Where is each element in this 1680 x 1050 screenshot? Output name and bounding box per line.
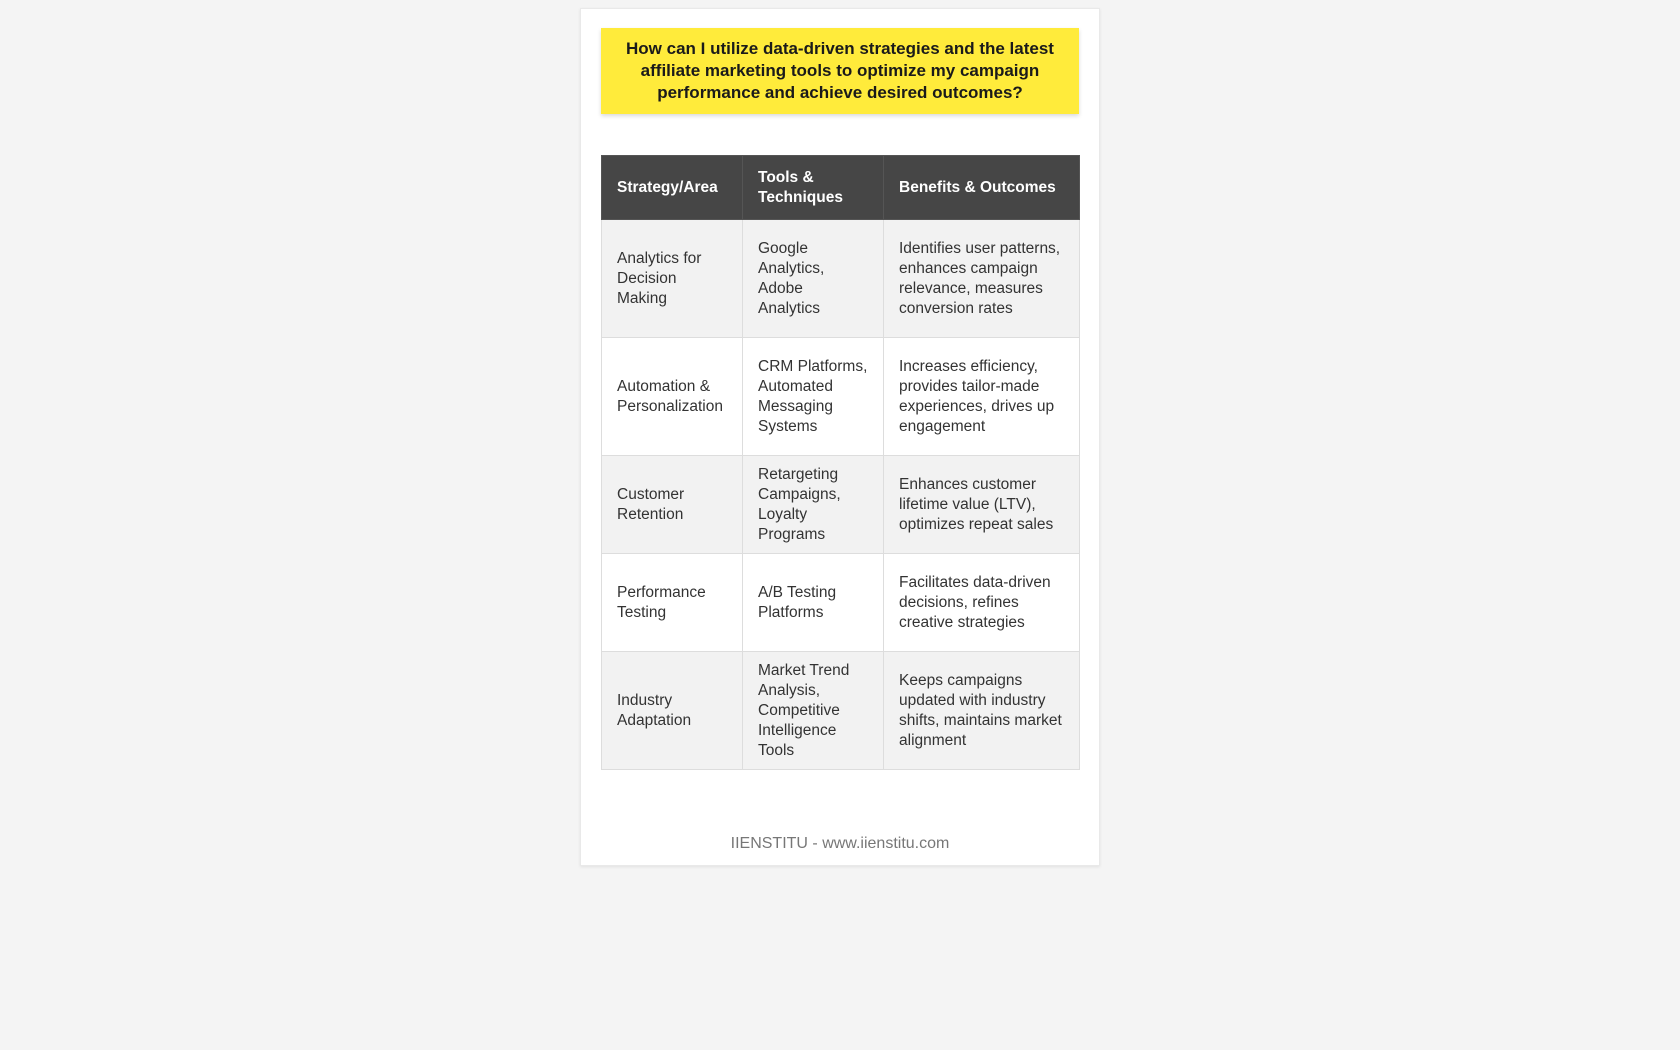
benefits-cell: Identifies user patterns, enhances campaign relevance, measures conversion rates: [884, 220, 1080, 338]
strategy-cell: Automation & Personalization: [602, 338, 743, 456]
benefits-cell: Facilitates data-driven decisions, refines creative strategies: [884, 554, 1080, 652]
question-box: [601, 28, 1079, 114]
table-row: [602, 456, 1080, 554]
benefits-cell: Keeps campaigns updated with industry shifts, maintains market alignment: [884, 652, 1080, 770]
tools-cell: Market Trend Analysis, Competitive Intelligence Tools: [743, 652, 884, 770]
column-header-tools: Tools & Techniques: [743, 156, 884, 220]
tools-cell: Retargeting Campaigns, Loyalty Programs: [743, 456, 884, 554]
table-row: [602, 554, 1080, 652]
table-row: [602, 220, 1080, 338]
question-heading: How can I utilize data-driven strategies and the latest affiliate marketing tools to optimize my campaign performance and achieve desired outcomes?: [626, 39, 1054, 102]
strategy-cell: Industry Adaptation: [602, 652, 743, 770]
table-row: [602, 652, 1080, 770]
benefits-cell: Increases efficiency, provides tailor-made experiences, drives up engagement: [884, 338, 1080, 456]
strategy-table: [601, 155, 1080, 770]
content-card: [580, 8, 1100, 866]
table-row: [602, 338, 1080, 456]
column-header-strategy: Strategy/Area: [602, 156, 743, 220]
tools-cell: CRM Platforms, Automated Messaging Systems: [743, 338, 884, 456]
footer-credit: IIENSTITU - www.iienstitu.com: [730, 835, 950, 852]
tools-cell: A/B Testing Platforms: [743, 554, 884, 652]
table-header-row: [602, 156, 1080, 220]
strategy-cell: Analytics for Decision Making: [602, 220, 743, 338]
tools-cell: Google Analytics, Adobe Analytics: [743, 220, 884, 338]
strategy-cell: Customer Retention: [602, 456, 743, 554]
strategy-cell: Performance Testing: [602, 554, 743, 652]
column-header-benefits: Benefits & Outcomes: [884, 156, 1080, 220]
benefits-cell: Enhances customer lifetime value (LTV), optimizes repeat sales: [884, 456, 1080, 554]
